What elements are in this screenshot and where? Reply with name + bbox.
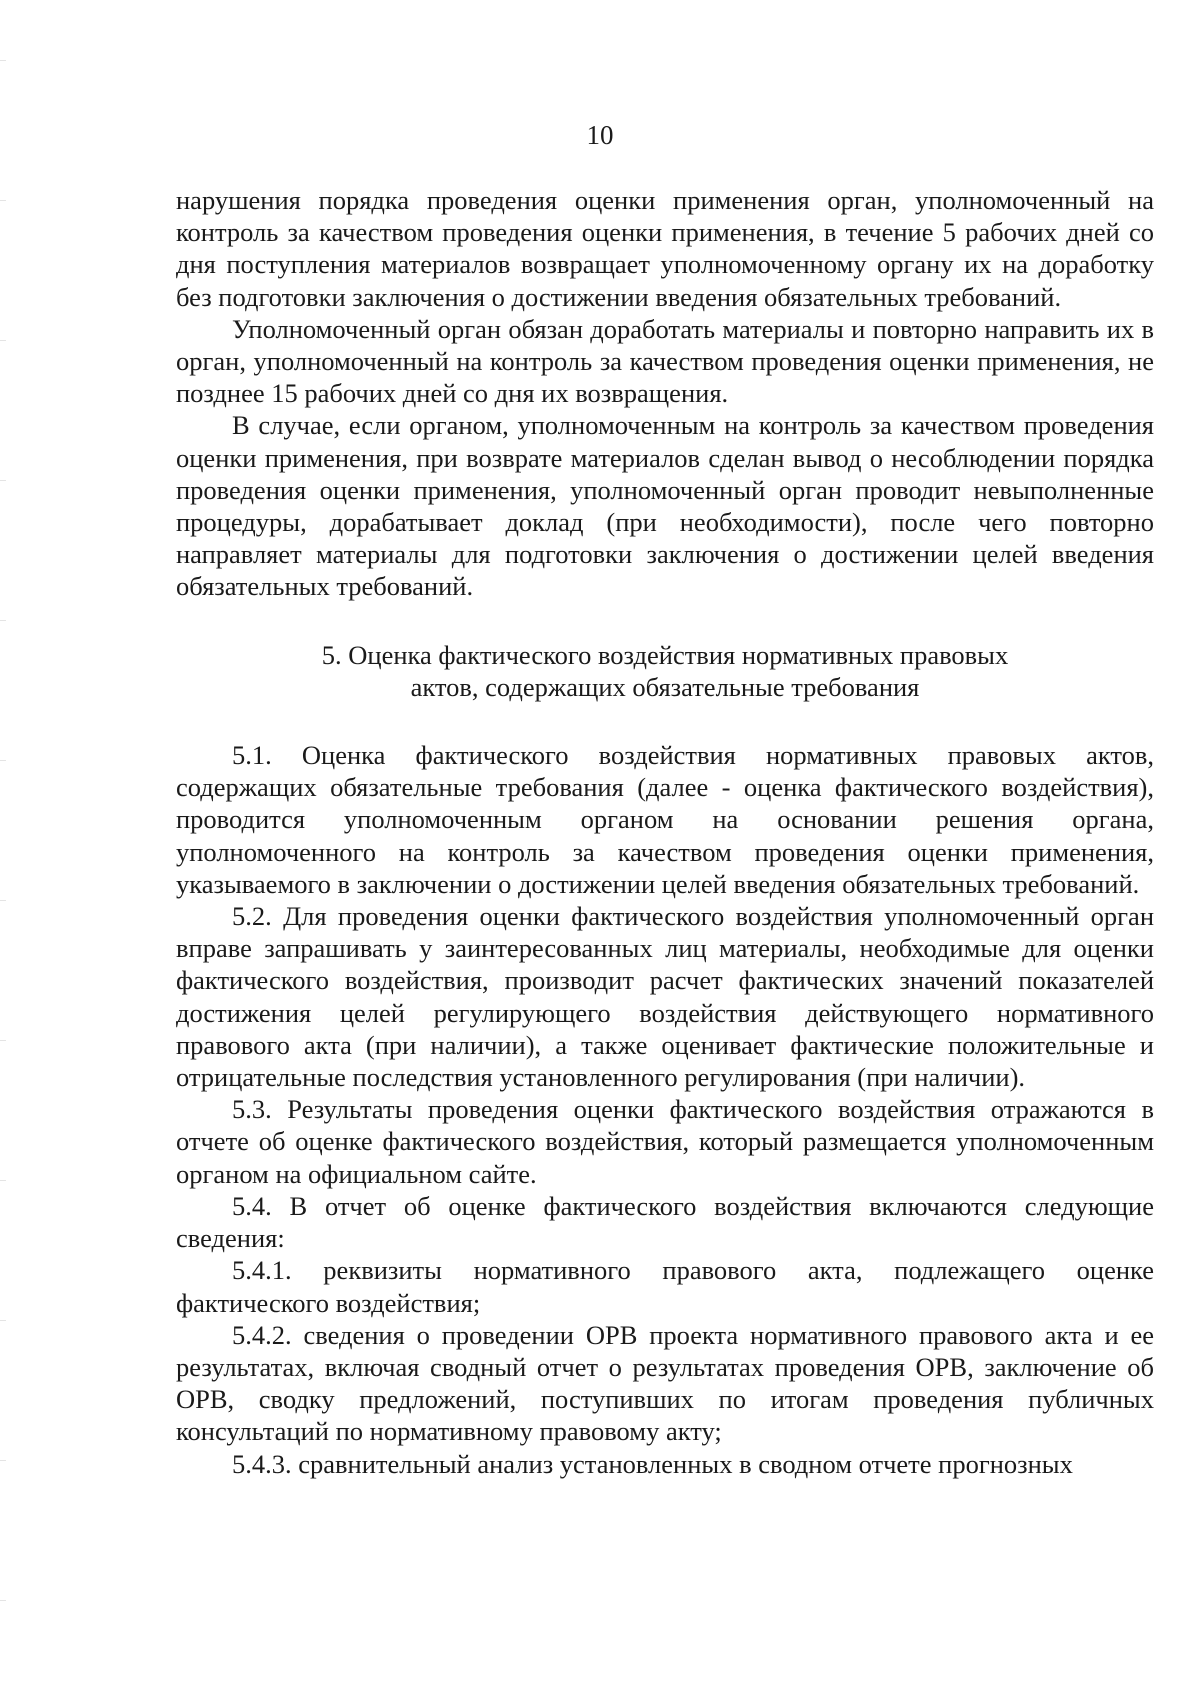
paragraph-5-4-3: 5.4.3. сравнительный анализ установленных в сводном отчете прогнозных	[232, 1448, 1073, 1479]
paragraph-5-4-2: 5.4.2. сведения о проведении ОРВ проекта нормативного правового акта и ее результатах, включая сводный отчет о результатах проведения ОРВ, заключение об ОРВ, сводку предложений, поступивших по итогам проведения публичных консультаций по нормативному правовому акту;	[176, 1319, 1154, 1447]
paragraph-5-3: 5.3. Результаты проведения оценки фактического воздействия отражаются в отчете об оценке фактического воздействия, который размещается уполномоченным органом на официальном сайте.	[176, 1094, 1154, 1189]
section-heading	[176, 639, 1154, 703]
paragraph: В случае, если органом, уполномоченным на контроль за качеством проведения оценки применения, при возврате материалов сделан вывод о несоблюдении порядка проведения оценки применения, уполномоченный орган проводит невыполненные процедуры, дорабатывает доклад (при необходимости), после чего повторно направляет материалы для подготовки заключения о достижении целей введения обязательных требований.	[176, 410, 1154, 602]
section-heading-line: актов, содержащих обязательные требования	[410, 671, 920, 702]
page-number: 10	[586, 120, 614, 150]
paragraph-continuation: нарушения порядка проведения оценки применения орган, уполномоченный на контроль за качеством проведения оценки применения, в течение 5 рабочих дней со дня поступления материалов возвращает уполномоченному органу их на доработку без подготовки заключения о достижении введения обязательных требований.	[176, 185, 1154, 312]
paragraph-5-4-1: 5.4.1. реквизиты нормативного правового акта, подлежащего оценке фактического воздействия;	[176, 1255, 1154, 1318]
paragraph-5-2: 5.2. Для проведения оценки фактического воздействия уполномоченный орган вправе запрашивать у заинтересованных лиц материалы, необходимые для оценки фактического воздействия, производит расчет фактических значений показателей достижения целей регулирующего воздействия действующего нормативного правового акта (при наличии), а также оценивает фактические положительные и отрицательные последствия установленного регулирования (при наличии).	[176, 901, 1154, 1093]
document-body	[176, 184, 1154, 1480]
scan-edge-marks	[0, 0, 6, 1697]
paragraph-5-4: 5.4. В отчет об оценке фактического воздействия включаются следующие сведения:	[176, 1190, 1154, 1254]
section-heading-line: 5. Оценка фактического воздействия нормативных правовых	[321, 639, 1009, 670]
paragraph: Уполномоченный орган обязан доработать материалы и повторно направить их в орган, уполномоченный на контроль за качеством проведения оценки применения, не позднее 15 рабочих дней со дня их возвращения.	[176, 313, 1154, 409]
paragraph-5-1: 5.1. Оценка фактического воздействия нормативных правовых актов, содержащих обязательные требования (далее - оценка фактического воздействия), проводится уполномоченным органом на основании решения органа, уполномоченного на контроль за качеством проведения оценки применения, указываемого в заключении о достижении целей введения обязательных требований.	[176, 740, 1154, 899]
